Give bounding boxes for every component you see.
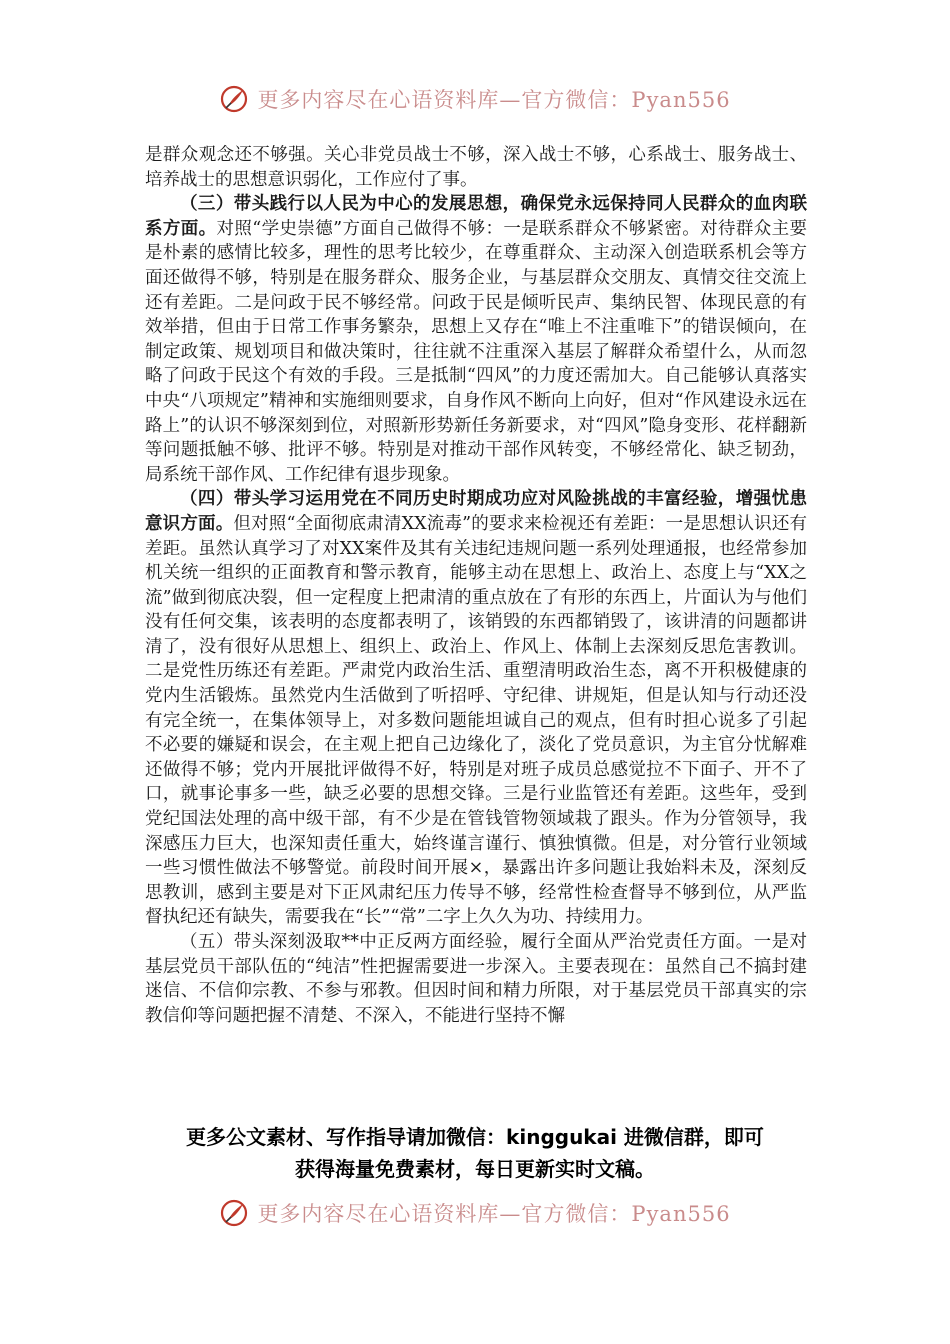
- section-4-heading: （四）带头学习运用党在不同历史时期成功应对风险挑战的丰富经验，增强忧患意识方面。: [145, 489, 807, 534]
- promo-banner: [130, 1121, 820, 1185]
- document-body: [145, 143, 807, 1028]
- section-3-heading: （三）带头践行以人民为中心的发展思想，确保党永远保持同人民群众的血肉联系方面。: [145, 194, 807, 239]
- quill-logo-icon: [219, 1198, 249, 1228]
- promo-line-1: 更多公文素材、写作指导请加微信：kinggukai 进微信群，即可: [186, 1125, 764, 1149]
- promo-line-2: 获得海量免费素材，每日更新实时文稿。: [295, 1157, 655, 1181]
- section-3-body: 对照“学史崇德”方面自己做得不够：一是联系群众不够紧密。对待群众主要是朴素的感情比较多，理性的思考比较少，在尊重群众、主动深入创造联系机会等方面还做得不够，特别是在服务群众、服务企业，与基层群众交朋友、真情交往交流上还有差距。二是问政于民不够经常。问政于民是倾听民声、集纳民智、体现民意的有效举措，但由于日常工作事务繁杂，思想上又存在“唯上不注重唯下”的错误倾向，在制定政策、规划项目和做决策时，往往就不注重深入基层了解群众希望什么，从而忽略了问政于民这个有效的手段。三是抵制“四风”的力度还需加大。自己能够认真落实中央“八项规定”精神和实施细则要求，自身作风不断向上向好，但对“作风建设永远在路上”的认识不够深刻到位，对照新形势新任务新要求，对“四风”隐身变形、花样翻新等问题抵触不够、批评不够。特别是对推动干部作风转变，不够经常化、缺乏韧劲，局系统干部作风、工作纪律有退步现象。: [145, 218, 808, 485]
- paragraph-section-4: [145, 487, 807, 930]
- watermark-text: 更多内容尽在心语资料库—官方微信：Pyan556: [257, 1202, 731, 1226]
- section-4-body: 但对照“全面彻底肃清XX流毒”的要求来检视还有差距：一是思想认识还有差距。虽然认真学习了对XX案件及其有关违纪违规问题一系列处理通报，也经常参加机关统一组织的正面教育和警示教育，能够主动在思想上、政治上、态度上与“XX之流”做到彻底决裂，但一定程度上把肃清的重点放在了有形的东西上，片面认为与他们没有任何交集，该表明的态度都表明了，该销毁的东西都销毁了，该讲清的问题都讲清了，没有很好从思想上、组织上、政治上、作风上、体制上去深刻反思危害教训。二是党性历练还有差距。严肃党内政治生活、重塑清明政治生态，离不开积极健康的党内生活锻炼。虽然党内生活做到了听招呼、守纪律、讲规矩，但是认知与行动还没有完全统一，在集体领导上，对多数问题能坦诚自己的观点，但有时担心说多了引起不必要的嫌疑和误会，在主观上把自己边缘化了，淡化了党员意识，为主官分忧解难还做得不够；党内开展批评做得不好，特别是对班子成员总感觉拉不下面子、开不了口，就事论事多一些，缺乏必要的思想交锋。三是行业监管还有差距。这些年，受到党纪国法处理的高中级干部，有不少是在管钱管物领域栽了跟头。作为分管领导，我深感压力巨大，也深知责任重大，始终谨言谨行、慎独慎微。但是，对分管行业领域一些习惯性做法不够警觉。前段时间开展×，暴露出许多问题让我始料未及，深刻反思教训，感到主要是对下正风肃纪压力传导不够，经常性检查督导不够到位，从严监督执纪还有缺失，需要我在“长”“常”二字上久久为功、持续用力。: [145, 513, 807, 928]
- paragraph-continuation: 是群众观念还不够强。关心非党员战士不够，深入战士不够，心系战士、服务战士、培养战士的思想意识弱化，工作应付了事。: [145, 145, 807, 190]
- paragraph-section-5: （五）带头深刻汲取**中正反两方面经验，履行全面从严治党责任方面。一是对基层党员干部队伍的“纯洁”性把握需要进一步深入。主要表现在：虽然自己不搞封建迷信、不信仰宗教、不参与邪教。但因时间和精力所限，对于基层党员干部真实的宗教信仰等问题把握不清楚、不深入，不能进行坚持不懈: [145, 932, 807, 1026]
- watermark-header: [0, 84, 950, 114]
- quill-logo-icon: [219, 84, 249, 114]
- watermark-text: 更多内容尽在心语资料库—官方微信：Pyan556: [257, 88, 731, 112]
- watermark-footer: [0, 1198, 950, 1228]
- paragraph-section-3: [145, 192, 807, 487]
